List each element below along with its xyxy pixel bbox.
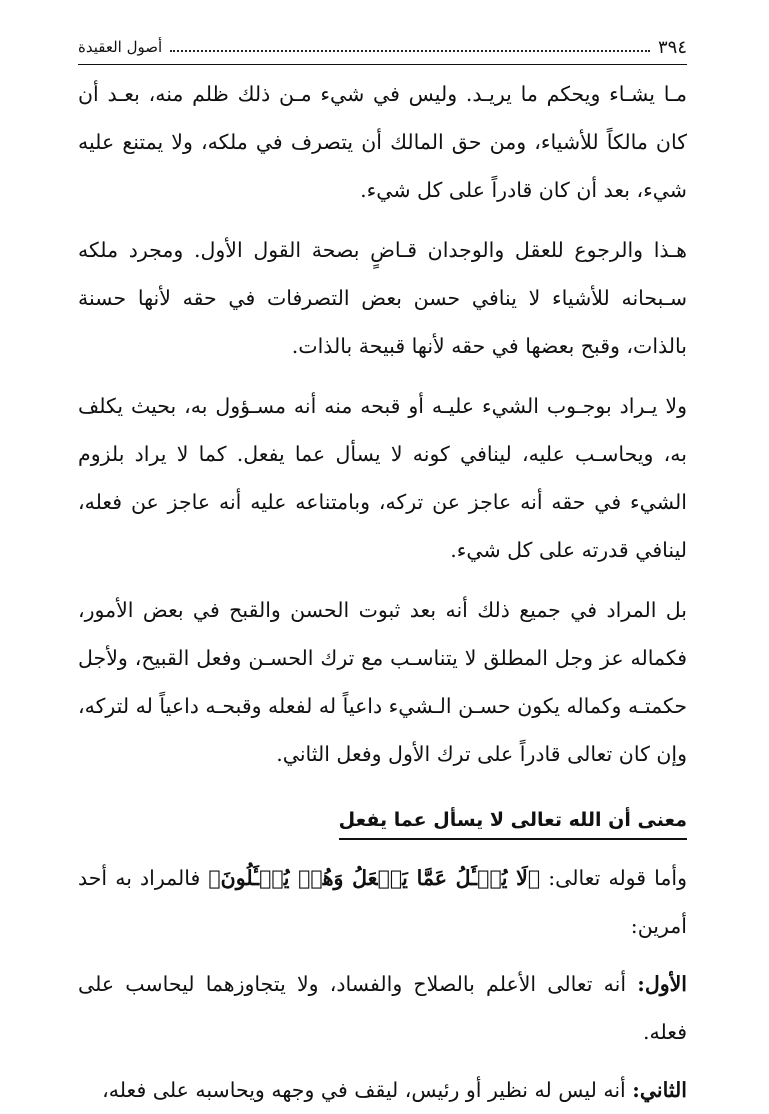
point-second — [78, 1066, 687, 1114]
paragraph-5 — [78, 854, 687, 950]
paragraph-1: مـا يشـاء ويحكم ما يريـد. وليس في شيء مـن ذلك ظلم منه، بعـد أن كان مالكاً للأشياء، ومن حق المالك أن يتصرف في ملكه، ولا يمتنع عليه شيء، بعد أن كان قادراً على كل شيء. — [78, 82, 687, 202]
book-title: أصول العقيدة — [78, 38, 163, 56]
point-second-label: الثاني: — [632, 1078, 687, 1102]
paragraph-4: بل المراد في جميع ذلك أنه بعد ثبوت الحسن والقبح في بعض الأمور، فكماله عز وجل المطلق لا يتناسـب مع ترك الحسـن وفعل القبيح، ولأجل حكمتـه وكماله يكون حسـن الـشيء داعياً له لفعله وقبحـه داعياً له لتركه، وإن كان تعالى قادراً على ترك الأول وفعل الثاني. — [78, 598, 687, 766]
quran-verse: ﴿لَا يُسۡـَٔلُ عَمَّا يَفۡعَلُ وَهُمۡ يُسۡـَٔلُونَ﴾ — [208, 866, 541, 890]
header-leader-dots — [170, 50, 650, 52]
point-first — [78, 960, 687, 1056]
header-rule — [78, 64, 687, 65]
paragraph-5-outro: فالمراد به أحد أمرين: — [78, 866, 687, 938]
section-heading-text: معنى أن الله تعالى لا يسأل عما يفعل — [339, 804, 687, 840]
page-number: ٣٩٤ — [657, 36, 687, 58]
paragraph-5-intro: وأما قوله تعالى: — [540, 866, 687, 890]
running-header — [78, 30, 687, 64]
section-heading — [78, 804, 687, 840]
point-first-label: الأول: — [637, 972, 687, 996]
point-first-text: أنه تعالى الأعلم بالصلاح والفساد، ولا يتجاوزهما ليحاسب على فعله. — [78, 972, 687, 1044]
page-content — [78, 70, 687, 1114]
paragraph-3: ولا يـراد بوجـوب الشيء عليـه أو قبحه منه أنه مسـؤول به، بحيث يكلف به، ويحاسـب عليه، لينافي كونه لا يسأل عما يفعل. كما لا يراد بلزوم الشيء في حقه أنه عاجز عن تركه، وبامتناعه عليه أنه عاجز عن فعله، لينافي قدرته على كل شيء. — [78, 394, 687, 562]
paragraph-2: هـذا والرجوع للعقل والوجدان قـاضٍ بصحة القول الأول. ومجرد ملكه سـبحانه للأشياء لا ينافي حسن بعض التصرفات في حقه لأنها حسنة بالذات، وقبح بعضها في حقه لأنها قبيحة بالذات. — [78, 238, 687, 358]
point-second-text: أنه ليس له نظير أو رئيس، ليقف في وجهه ويحاسبه على فعله، — [102, 1078, 633, 1102]
